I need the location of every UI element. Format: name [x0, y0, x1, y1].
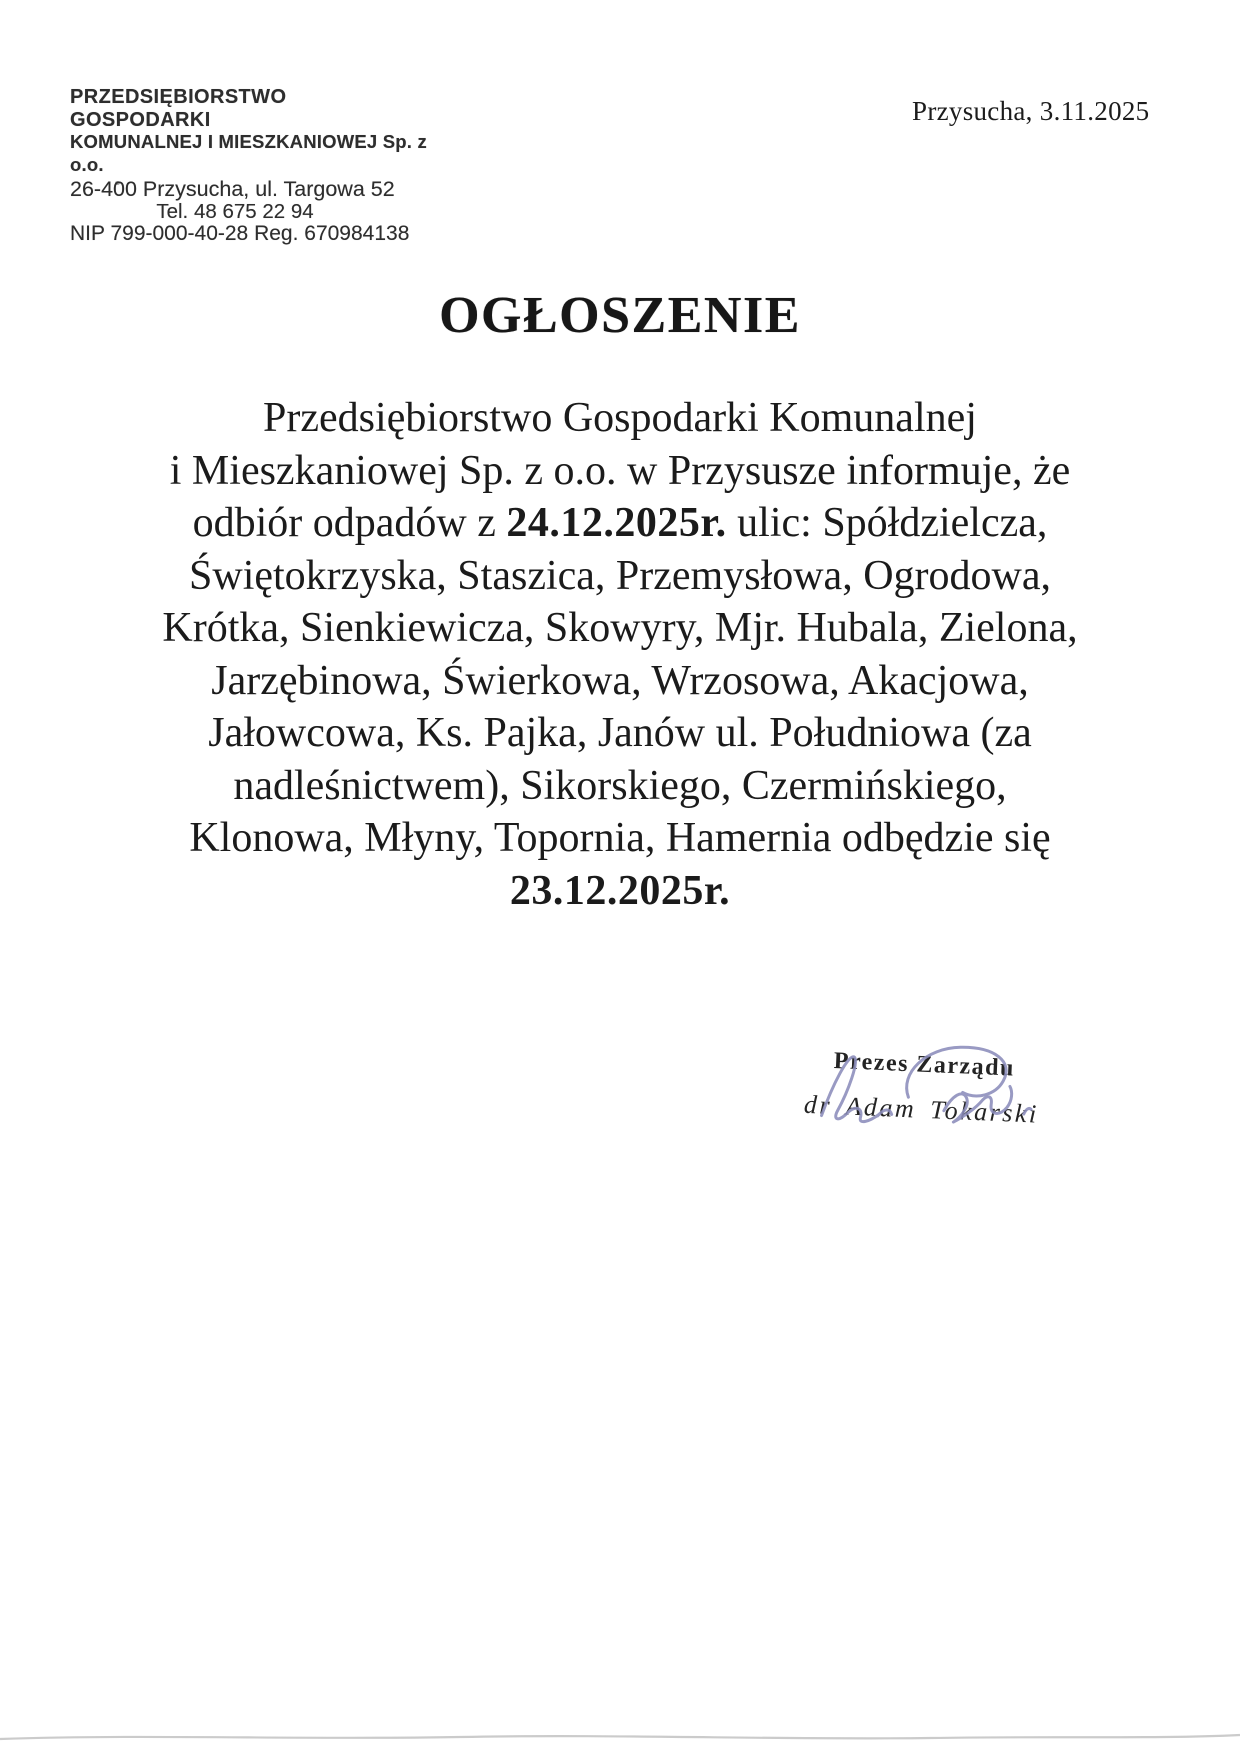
body-line: [80, 602, 1160, 655]
body-line: [80, 865, 1160, 918]
stamp-nip-reg: NIP 799-000-40-28 Reg. 670984138: [70, 222, 410, 245]
body-line: [80, 445, 1160, 498]
body-line: [80, 812, 1160, 865]
body-text-run: ulic: Spółdzielcza,: [726, 500, 1048, 546]
body-text-run: nadleśnictwem), Sikorskiego, Czermińskiego,: [233, 762, 1007, 809]
body-text-run: Jarzębinowa, Świerkowa, Wrzosowa, Akacjowa,: [211, 657, 1029, 704]
body-line: [80, 392, 1160, 445]
body-line: [80, 760, 1160, 813]
dateline: Przysucha, 3.11.2025: [912, 96, 1150, 126]
body-line: [80, 707, 1160, 760]
body-text-run: Przedsiębiorstwo Gospodarki Komunalnej: [263, 395, 977, 441]
company-stamp: [70, 86, 430, 246]
body-line: [80, 497, 1160, 550]
stamp-company-name-line2: KOMUNALNEJ I MIESZKANIOWEJ Sp. z o.o.: [70, 131, 427, 175]
page-title: OGŁOSZENIE: [439, 287, 801, 344]
stamp-company-name-line1: PRZEDSIĘBIORSTWO GOSPODARKI: [70, 86, 287, 131]
body-text-run: Jałowcowa, Ks. Pajka, Janów ul. Południowa (za: [208, 710, 1032, 756]
body-text-run: Świętokrzyska, Staszica, Przemysłowa, Ogrodowa,: [189, 552, 1051, 599]
cancelled-date: 24.12.2025r.: [506, 500, 727, 546]
body-line: [80, 550, 1160, 603]
body-text-run: Klonowa, Młyny, Topornia, Hamernia odbędzie się: [189, 815, 1051, 861]
stamp-address: 26-400 Przysucha, ul. Targowa 52: [70, 177, 395, 201]
scan-speckle: [115, 181, 120, 185]
body-text-run: odbiór odpadów z: [192, 500, 507, 546]
signer-name: dr Adam Tokarski: [803, 1089, 1040, 1129]
new-pickup-date: 23.12.2025r.: [509, 867, 731, 914]
signer-role: Prezes Zarządu: [833, 1048, 1016, 1082]
body-line: [80, 655, 1160, 708]
body-text-run: i Mieszkaniowej Sp. z o.o. w Przysusze informuje, że: [169, 447, 1071, 494]
signature-block: [786, 1046, 1070, 1168]
body-text-run: Krótka, Sienkiewicza, Skowyry, Mjr. Hubala, Zielona,: [162, 605, 1078, 651]
stamp-phone: Tel. 48 675 22 94: [156, 199, 314, 223]
announcement-body: [80, 392, 1160, 917]
scan-fold-line: [0, 1729, 1240, 1745]
